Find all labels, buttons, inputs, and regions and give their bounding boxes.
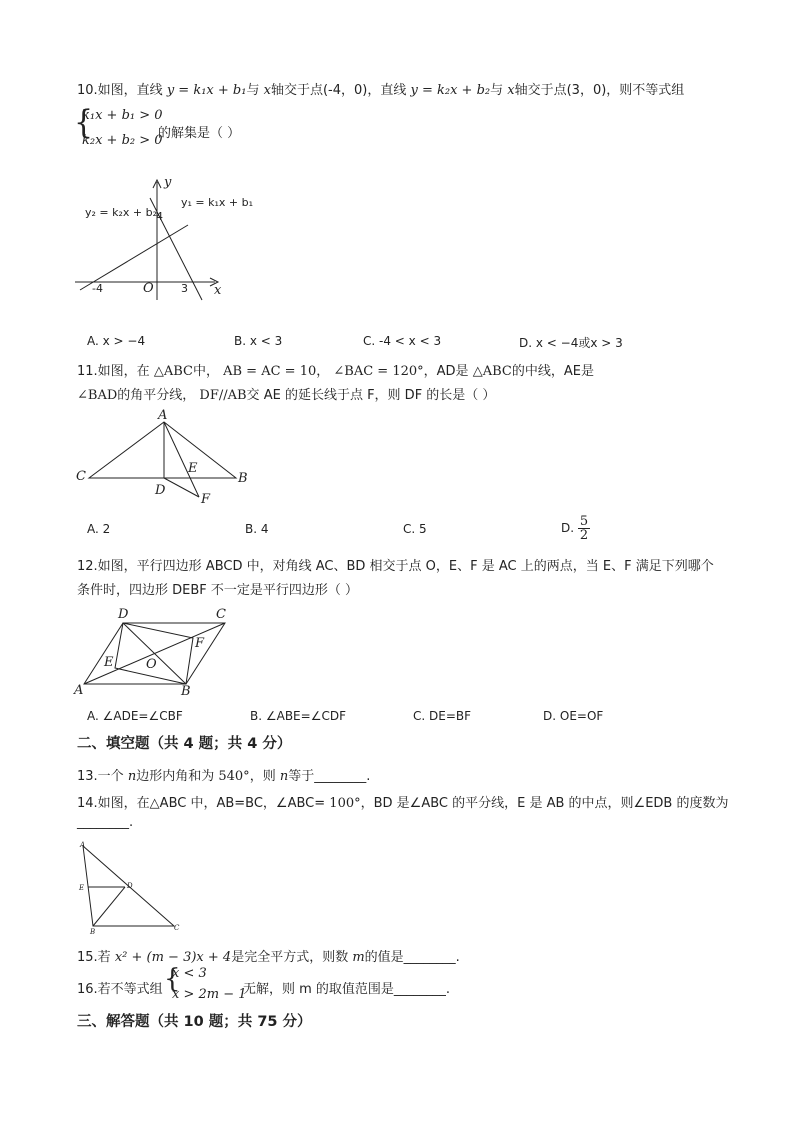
q10-option-c[interactable]: C. -4 < x < 3 <box>363 334 442 348</box>
svg-text:F: F <box>201 492 211 507</box>
q10-system-2: k₂x + b₂ > 0 <box>82 133 163 148</box>
q14-stem-line2: ________. <box>77 815 134 830</box>
svg-text:E: E <box>104 655 114 670</box>
q13: 13.一个 n边形内角和为 540°，则 n等于________. <box>77 769 371 784</box>
q11-stem-line1: 11.如图，在 △ABC中， AB = AC = 10， ∠BAC = 120°，AD是 △ABC的中线，AE是 <box>77 364 594 379</box>
q10-option-d[interactable]: D. x < −4或x > 3 <box>519 336 623 350</box>
q10-option-a[interactable]: A. x > −4 <box>87 334 146 348</box>
q12-stem-line2: 条件时，四边形 DEBF 不一定是平行四边形（ ） <box>77 583 359 598</box>
svg-text:C: C <box>174 924 180 932</box>
q10-tick-4: 4 <box>156 210 163 223</box>
q10-brace: { <box>74 103 94 142</box>
q12-option-d[interactable]: D. OE=OF <box>543 709 604 723</box>
q14-stem-line1: 14.如图，在△ABC 中，AB=BC，∠ABC= 100°，BD 是∠ABC 的平分线，E 是 AB 的中点，则∠EDB 的度数为 <box>77 796 729 811</box>
q10-x-label: x <box>214 283 222 298</box>
q12-stem-line1: 12.如图，平行四边形 ABCD 中，对角线 AC、BD 相交于点 O，E、F 是 AC 上的两点，当 E、F 满足下列哪个 <box>77 559 714 574</box>
q16-system-1: x < 3 <box>172 966 207 981</box>
q15: 15.若 x² + (m − 3)x + 4是完全平方式，则数 m的值是________. <box>77 950 460 965</box>
q10-line1-eq: y = k₁x + b₁ <box>166 83 247 98</box>
svg-text:A: A <box>74 683 84 698</box>
q10-label-y1: y₁ = k₁x + b₁ <box>181 196 254 209</box>
svg-text:E: E <box>79 884 85 892</box>
svg-text:D: D <box>155 483 166 498</box>
q11-option-d-fraction: $\frac{5}{2}$ <box>579 514 589 543</box>
q14-figure <box>70 838 190 936</box>
q16-system-2: x > 2m − 1 <box>172 987 247 1002</box>
q12-option-b[interactable]: B. ∠ABE=∠CDF <box>250 709 346 723</box>
q10-line2-eq: y = k₂x + b₂ <box>410 83 491 98</box>
svg-text:E: E <box>188 461 198 476</box>
section-2-heading: 二、填空题（共 4 题；共 4 分） <box>77 736 292 752</box>
q10-tail: 的解集是（ ） <box>158 126 241 141</box>
q10-line-y2 <box>80 225 188 290</box>
q11-option-c[interactable]: C. 5 <box>403 522 427 536</box>
q10-stem: 10.如图，直线 y = k₁x + b₁与 x轴交于点(-4，0)，直线 y = k₂x + b₂与 x轴交于点(3，0)，则不等式组 <box>77 83 685 98</box>
q10-origin: O <box>143 281 154 296</box>
q10-tick-3: 3 <box>181 282 188 295</box>
q10-tick-neg4: -4 <box>92 282 103 295</box>
svg-text:F: F <box>195 636 205 651</box>
q11-option-d[interactable]: D. $\frac{5}{2}$ <box>561 514 589 543</box>
svg-text:C: C <box>216 607 226 622</box>
q12-figure <box>70 602 240 698</box>
q10-graph <box>70 170 260 305</box>
q11-option-a[interactable]: A. 2 <box>87 522 111 536</box>
svg-text:D: D <box>127 882 133 890</box>
q10-label-y2: y₂ = k₂x + b₂ <box>85 206 158 219</box>
q11-figure <box>70 405 260 510</box>
q16-brace: { <box>164 964 181 994</box>
svg-text:O: O <box>146 657 157 672</box>
svg-text:A: A <box>158 408 168 423</box>
svg-text:B: B <box>181 684 191 698</box>
svg-text:B: B <box>90 928 96 936</box>
q11-stem-line2: ∠BAD的角平分线， DF//AB交 AE 的延长线于点 F，则 DF 的长是（ ） <box>77 388 496 403</box>
svg-text:D: D <box>118 607 129 622</box>
section-3-heading: 三、解答题（共 10 题；共 75 分） <box>77 1014 312 1030</box>
q10-option-b[interactable]: B. x < 3 <box>234 334 283 348</box>
q16-prefix: 16.若不等式组 <box>77 982 163 997</box>
svg-text:A: A <box>80 841 86 849</box>
q12-option-c[interactable]: C. DE=BF <box>413 709 472 723</box>
svg-text:C: C <box>76 469 86 484</box>
q10-system-1: k₁x + b₁ > 0 <box>82 108 163 123</box>
svg-text:B: B <box>238 471 248 486</box>
q12-option-a[interactable]: A. ∠ADE=∠CBF <box>87 709 183 723</box>
q10-y-label: y <box>164 175 172 190</box>
q11-option-b[interactable]: B. 4 <box>245 522 269 536</box>
q16-tail: 无解，则 m 的取值范围是________. <box>243 982 451 997</box>
